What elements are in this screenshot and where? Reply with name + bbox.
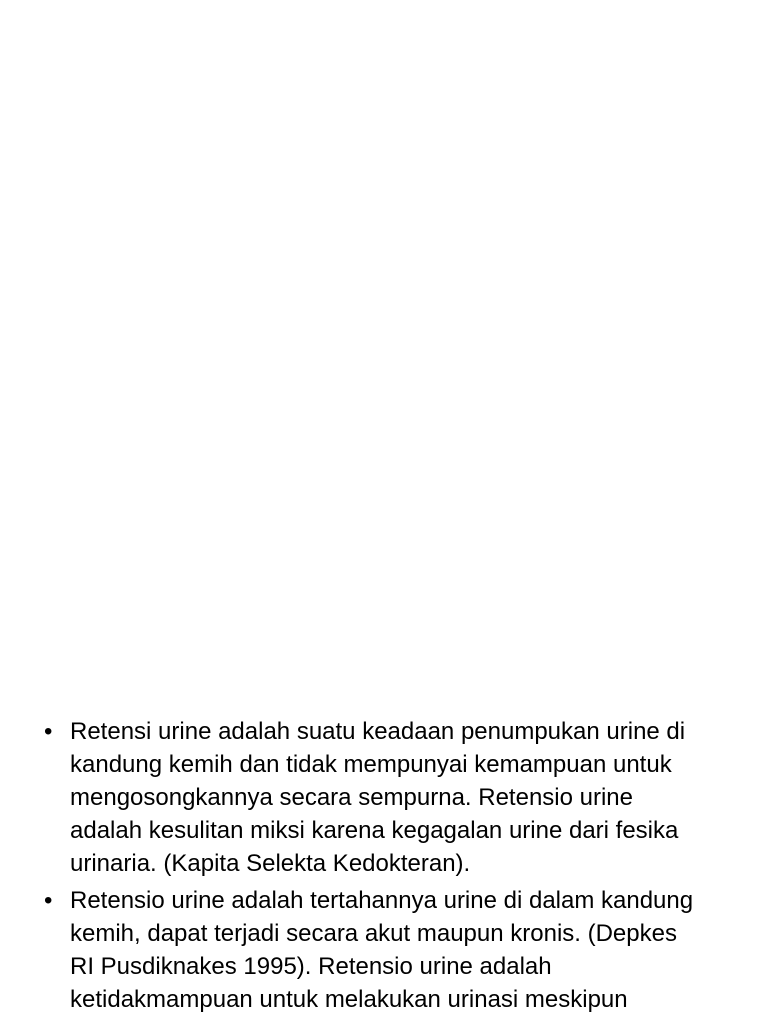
bullet-icon: • <box>44 718 53 745</box>
paragraph-text: Retensi urine adalah suatu keadaan penumpukan urine di kandung kemih dan tidak mempunyai kemampuan untuk mengosongkannya secara sempurna. Retensio urine adalah kesulitan miksi karena kegagalan urine dari fesika urinaria. (Kapita Selekta Kedokteran). <box>70 718 686 877</box>
bullet-icon: • <box>44 887 53 914</box>
list-item <box>44 715 744 880</box>
paragraph-text: Retensio urine adalah tertahannya urine di dalam kandung kemih, dapat terjadi secara akut maupun kronis. (Depkes RI Pusdiknakes 1995). Retensio urine adalah ketidakmampuan untuk melakukan urinasi meskipun <box>70 887 694 1013</box>
bullet-list <box>44 715 744 1020</box>
list-item <box>44 884 744 1016</box>
